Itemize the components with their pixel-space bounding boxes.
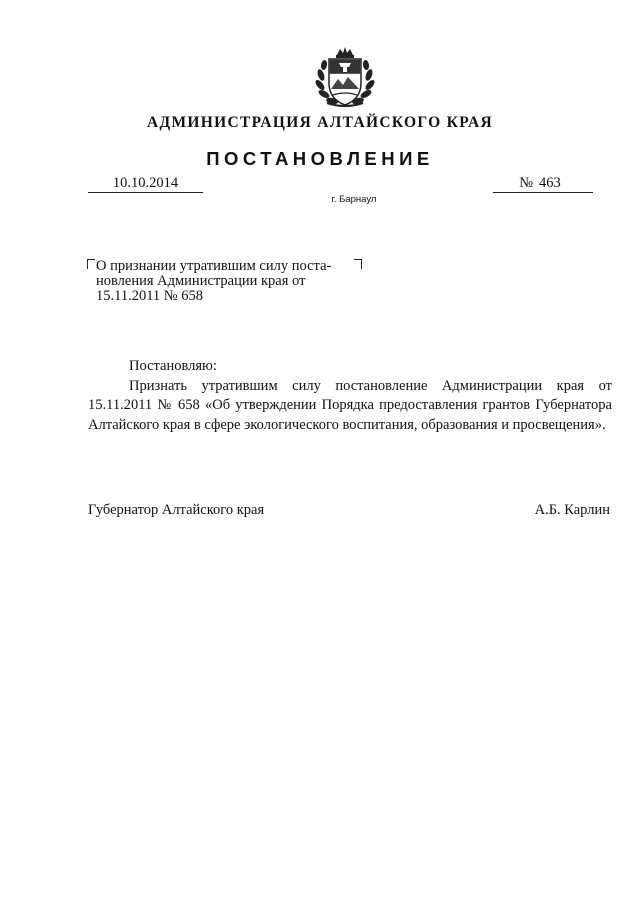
city-label: г. Барнаул	[331, 194, 377, 205]
document-body	[88, 357, 612, 435]
number-sign: №	[519, 175, 534, 191]
document-type-title: ПОСТАНОВЛЕНИЕ	[206, 148, 434, 169]
signatory-name: А.Б. Карлин	[534, 502, 610, 518]
organization-title: АДМИНИСТРАЦИЯ АЛТАЙСКОГО КРАЯ	[147, 114, 493, 131]
subject-line: О признании утратившим силу поста-	[96, 258, 332, 274]
document-subject	[96, 259, 352, 304]
coat-of-arms-emblem	[315, 45, 375, 107]
document-date: 10.10.2014	[112, 175, 179, 191]
number-underline	[493, 192, 593, 193]
subject-bracket-left	[87, 259, 95, 269]
number-value: 463	[539, 175, 561, 191]
signatory-title: Губернатор Алтайского края	[88, 502, 265, 518]
resolution-paragraph: Признать утратившим силу постановление Администрации края от 15.11.2011 № 658 «Об утверждении Порядка предоставления грантов Губернатора Алтайского края в сфере экологического воспитания, образования и просвещения».	[88, 377, 612, 433]
subject-line: новления Администрации края от	[96, 273, 306, 289]
resolve-heading: Постановляю:	[129, 358, 217, 374]
subject-line: 15.11.2011 № 658	[96, 288, 204, 304]
subject-bracket-right	[354, 259, 362, 269]
date-underline	[88, 192, 203, 193]
document-number	[493, 175, 593, 192]
